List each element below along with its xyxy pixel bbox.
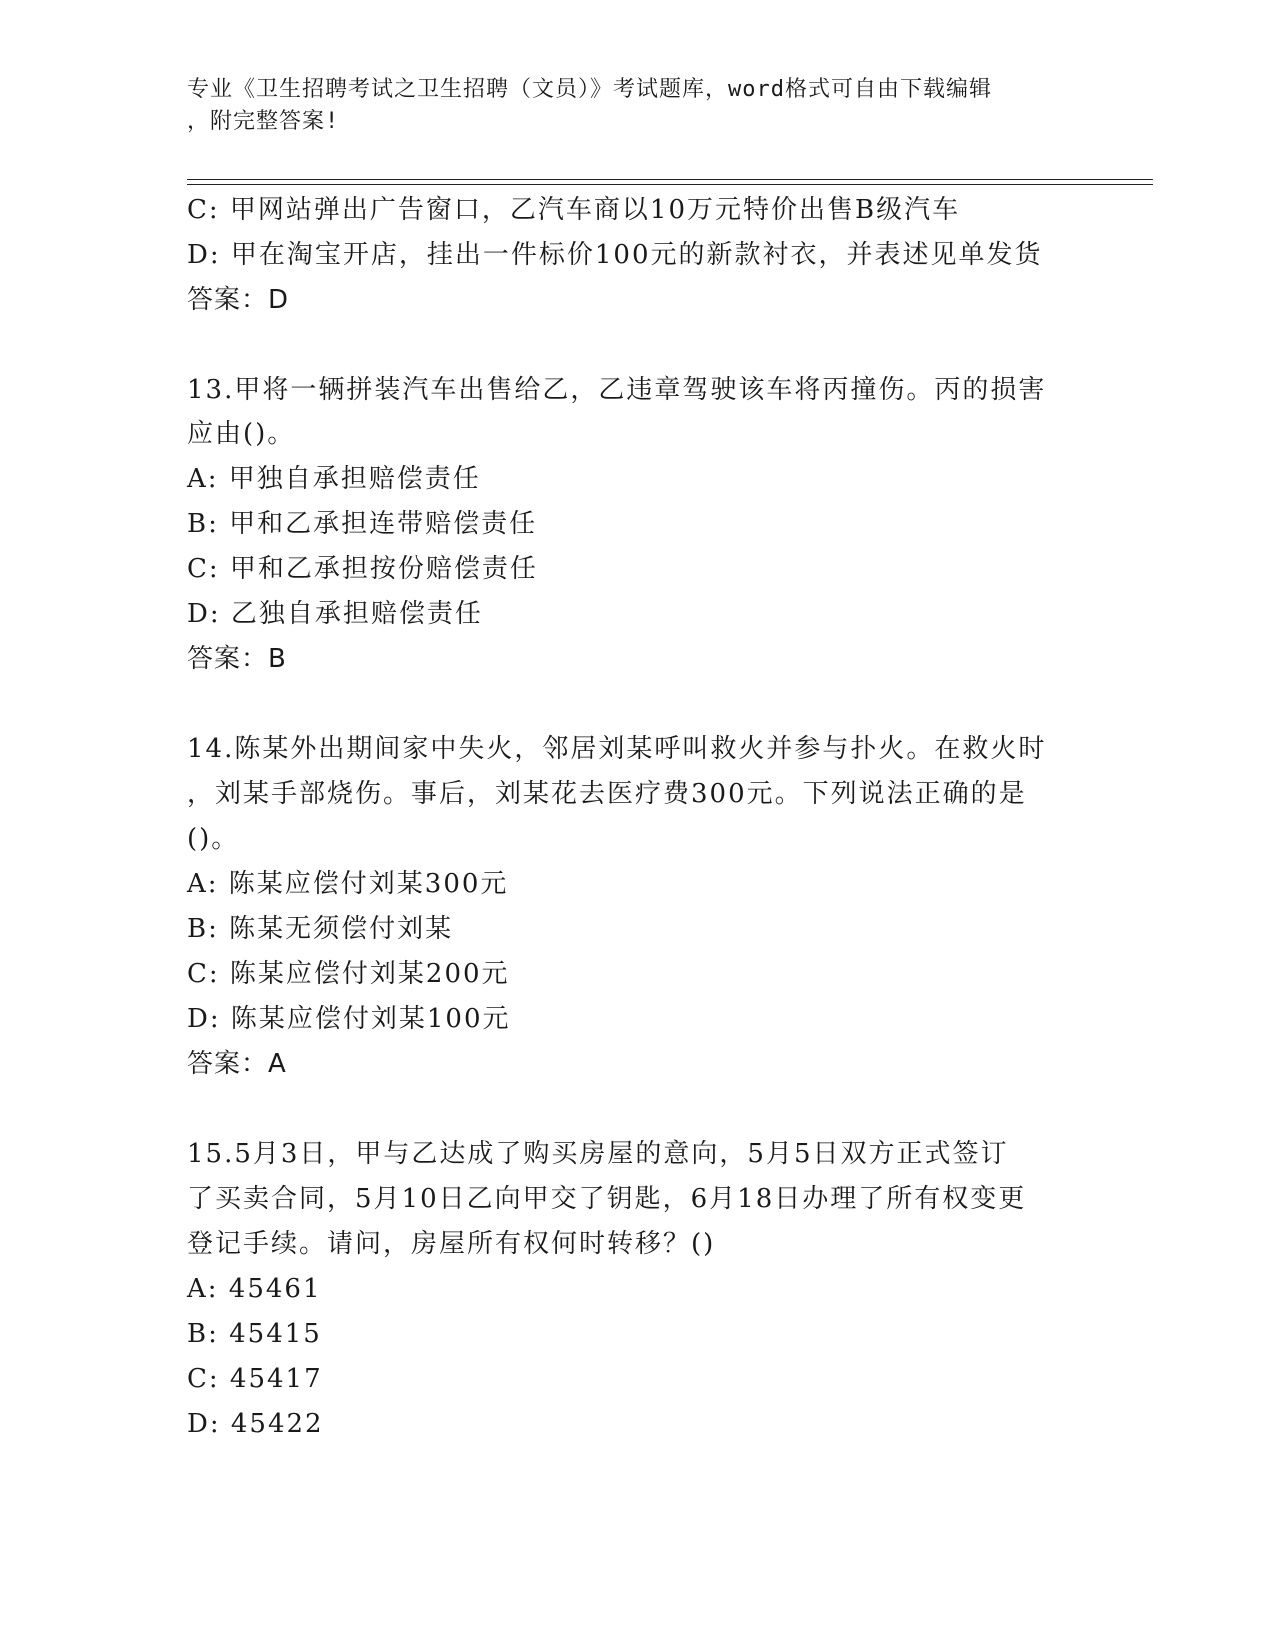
q13-option-d: D: 乙独自承担赔偿责任 <box>187 599 483 629</box>
q14-option-d: D: 陈某应偿付刘某100元 <box>187 1004 511 1034</box>
q12-option-c: C: 甲网站弹出广告窗口，乙汽车商以10万元特价出售B级汽车 <box>187 195 961 225</box>
q14-option-a: A: 陈某应偿付刘某300元 <box>187 869 509 899</box>
q15-option-a: A: 45461 <box>187 1274 322 1304</box>
q13-answer: 答案：B <box>187 644 287 674</box>
q13-stem-line-1: 13.甲将一辆拼装汽车出售给乙，乙违章驾驶该车将丙撞伤。丙的损害 <box>187 375 1047 405</box>
q12-option-d: D: 甲在淘宝开店，挂出一件标价100元的新款衬衣，并表述见单发货 <box>187 240 1043 270</box>
q14-stem-line-3: ()。 <box>187 824 240 854</box>
q15-option-d: D: 45422 <box>187 1409 324 1439</box>
q14-option-c: C: 陈某应偿付刘某200元 <box>187 959 510 989</box>
header-divider-bottom <box>187 184 1153 185</box>
q12-answer: 答案：D <box>187 285 290 315</box>
header-divider-top <box>187 179 1153 180</box>
q13-option-b: B: 甲和乙承担连带赔偿责任 <box>187 509 538 539</box>
q15-stem-line-1: 15.5月3日，甲与乙达成了购买房屋的意向，5月5日双方正式签订 <box>187 1139 1009 1169</box>
header-line-2: ，附完整答案! <box>187 109 340 134</box>
q13-option-c: C: 甲和乙承担按份赔偿责任 <box>187 554 538 584</box>
q15-stem-line-3: 登记手续。请问，房屋所有权何时转移？() <box>187 1229 716 1259</box>
q14-stem-line-1: 14.陈某外出期间家中失火，邻居刘某呼叫救火并参与扑火。在救火时 <box>187 734 1047 764</box>
q13-stem-line-2: 应由()。 <box>187 419 296 449</box>
header-line-1: 专业《卫生招聘考试之卫生招聘（文员）》考试题库，word格式可自由下载编辑 <box>187 77 992 102</box>
document-header <box>187 74 1067 138</box>
q14-stem-line-2: ，刘某手部烧伤。事后，刘某花去医疗费300元。下列说法正确的是 <box>187 779 1027 809</box>
q13-option-a: A: 甲独自承担赔偿责任 <box>187 464 481 494</box>
q15-option-c: C: 45417 <box>187 1364 323 1394</box>
q15-option-b: B: 45415 <box>187 1319 322 1349</box>
q15-stem-line-2: 了买卖合同，5月10日乙向甲交了钥匙，6月18日办理了所有权变更 <box>187 1184 1027 1214</box>
q14-answer: 答案：A <box>187 1049 287 1079</box>
q14-option-b: B: 陈某无须偿付刘某 <box>187 914 454 944</box>
